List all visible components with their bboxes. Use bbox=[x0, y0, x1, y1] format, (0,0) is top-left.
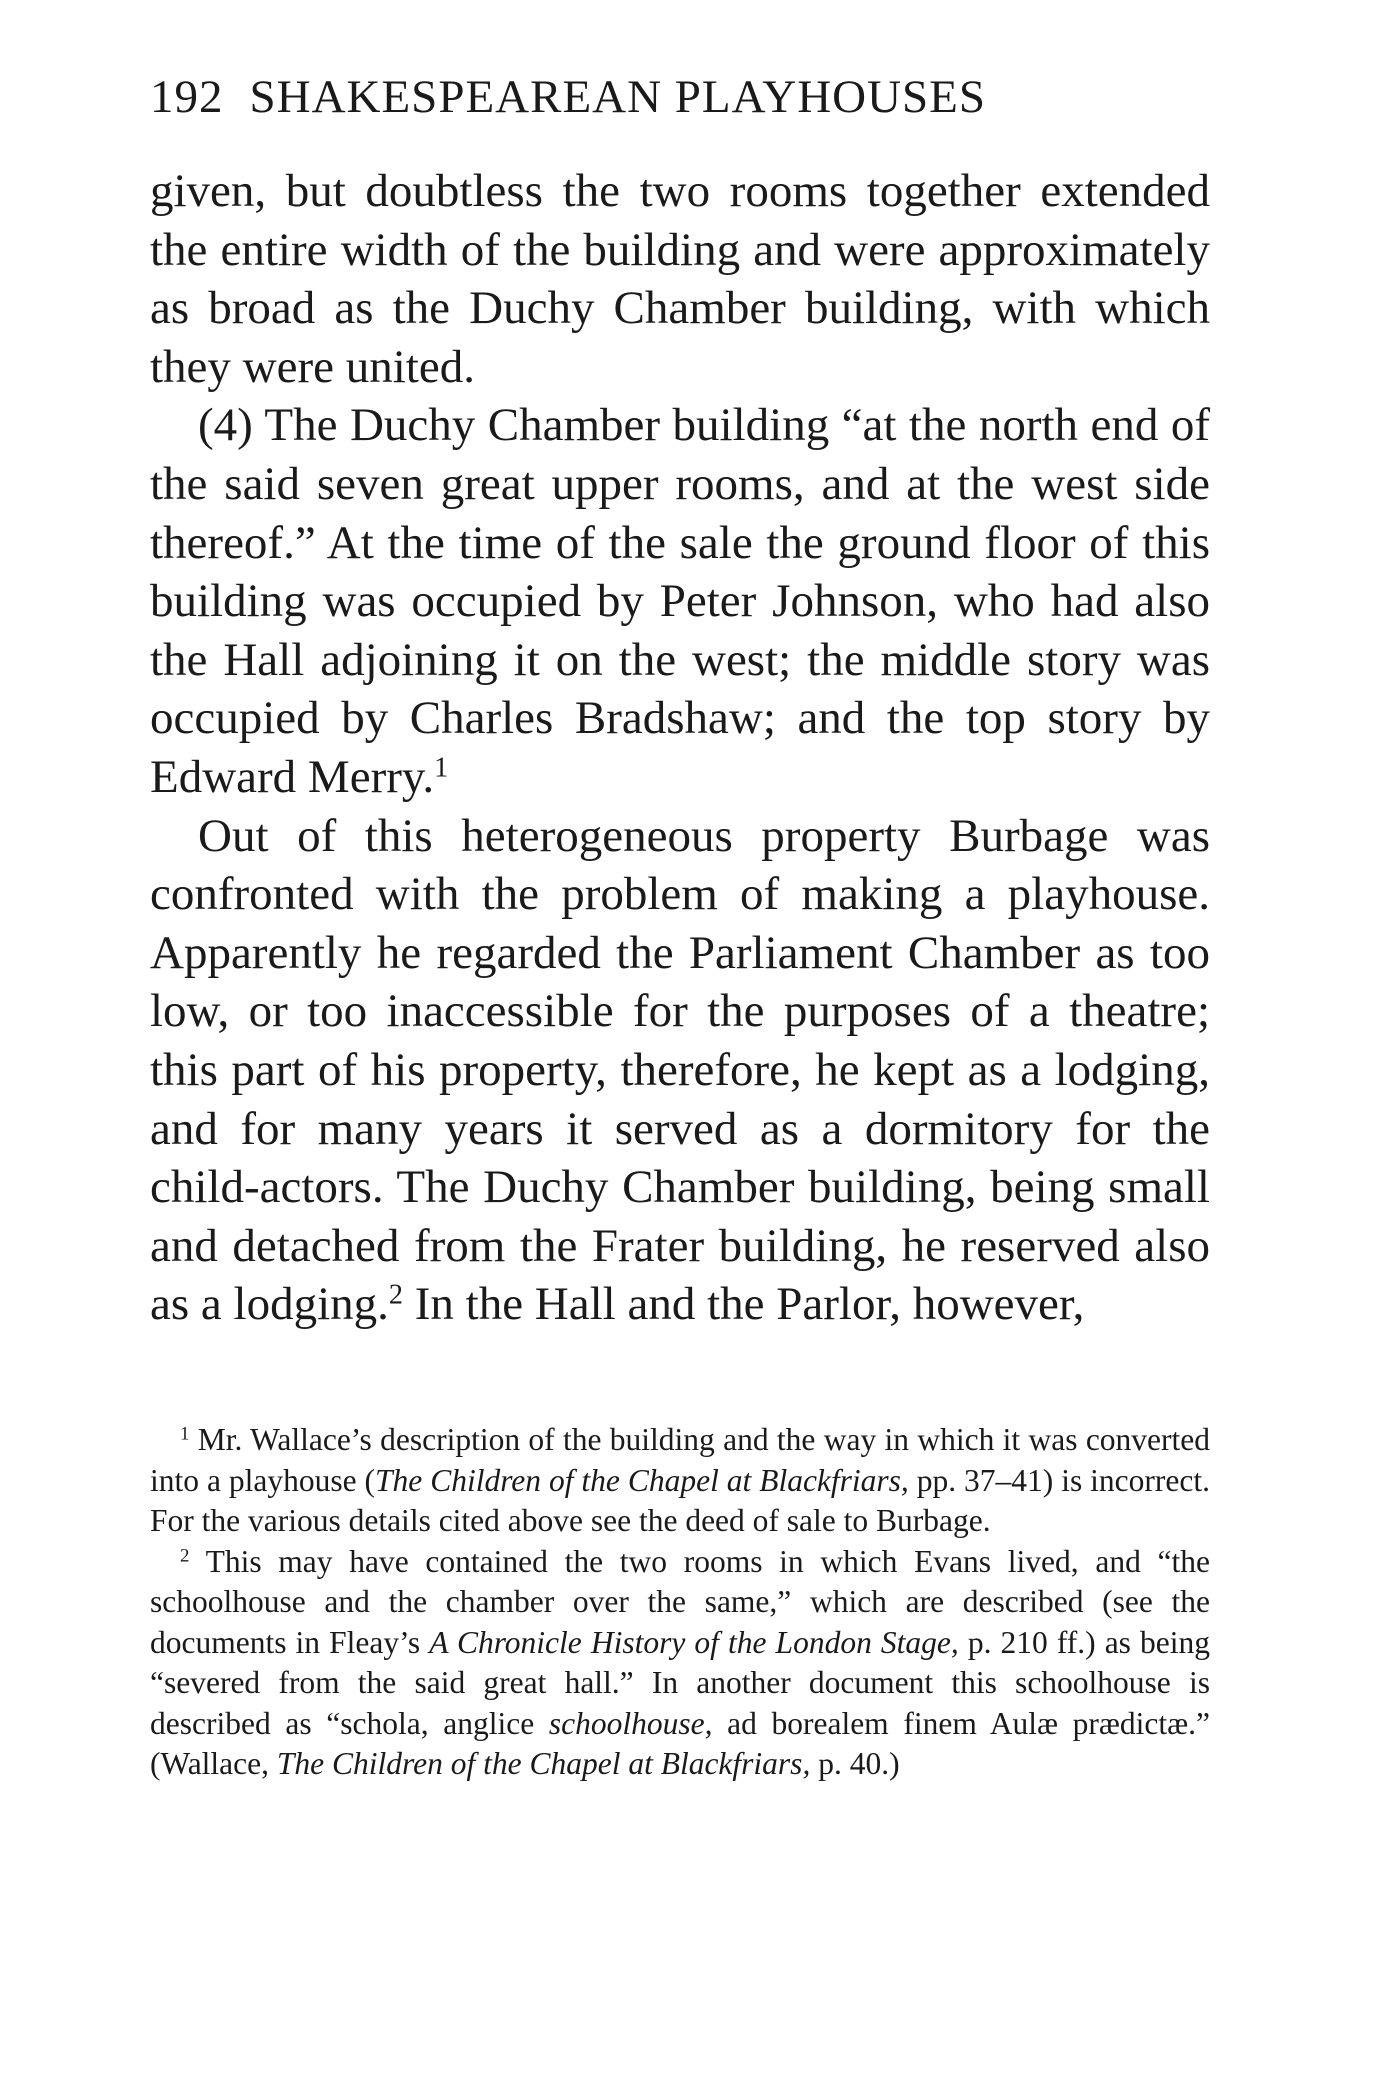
footnote-2-title-1: A Chronicle History of the London Stage, bbox=[429, 1624, 959, 1660]
footnote-1-text-end: pp. 37–41) is incorrect. For the various details cited above see the deed of sale to Burbage. bbox=[150, 1462, 1210, 1538]
footnote-1-text: Mr. Wallace’s description of the building and the way in which it was converted into a playhouse ( bbox=[150, 1422, 1210, 1498]
page-number: 192 bbox=[150, 71, 224, 123]
paragraph-3-text: Out of this heterogeneous property Burbage was confronted with the problem of making a playhouse. Apparently he regarded the Parliament Chamber as too low, or too inaccessible for the purposes of a theatre; this part of his property, therefore, he kept as a lodging, and for many years it served as a dormitory for the child-actors. The Duchy Chamber building, being small and detached from the Frater building, he reserved also as a lodging. bbox=[150, 809, 1210, 1331]
footnotes bbox=[150, 1420, 1210, 1785]
footnote-ref-1[interactable]: 1 bbox=[434, 752, 449, 784]
footnote-1 bbox=[150, 1420, 1210, 1542]
footnote-2-text: This may have contained the two rooms in which Evans lived, and “the schoolhouse and the chamber over the same,” which are described (see the documents in Fleay’s bbox=[150, 1543, 1210, 1660]
footnote-2 bbox=[150, 1542, 1210, 1785]
running-title: SHAKESPEAREAN PLAYHOUSES bbox=[249, 71, 987, 123]
footnote-2-text-3: ad borealem finem Aulæ prædictæ.” (Wallace, bbox=[150, 1705, 1210, 1781]
footnote-2-marker: 2 bbox=[180, 1545, 190, 1567]
paragraph-3-text-end: In the Hall and the Parlor, however, bbox=[402, 1278, 1085, 1331]
running-header bbox=[150, 70, 1210, 124]
main-text bbox=[150, 162, 1210, 1334]
paragraph-2 bbox=[150, 396, 1210, 806]
footnote-1-title: The Children of the Chapel at Blackfriars, bbox=[375, 1462, 909, 1498]
footnote-2-title-2: The Children of the Chapel at Blackfriars, bbox=[276, 1746, 811, 1781]
footnote-ref-2[interactable]: 2 bbox=[388, 1279, 403, 1311]
paragraph-2-text: (4) The Duchy Chamber building “at the north end of the said seven great upper rooms, and at the west side thereof.” At the time of the sale the ground floor of this building was occupied by Peter Johnson, who had also the Hall adjoining it on the west; the middle story was occupied by Charles Bradshaw; and the top story by Edward Merry. bbox=[150, 399, 1210, 803]
footnote-2-text-2: p. 210 ff.) as being “severed from the said great hall.” In another document this schoolhouse is described as “schola, anglice bbox=[150, 1624, 1210, 1741]
footnote-2-text-end: p. 40.) bbox=[810, 1746, 900, 1781]
paragraph-3 bbox=[150, 807, 1210, 1334]
paragraph-1: given, but doubtless the two rooms together extended the entire width of the building and were approximately as broad as the Duchy Chamber building, with which they were united. bbox=[150, 165, 1210, 393]
footnote-2-term: schoolhouse, bbox=[548, 1705, 713, 1741]
footnote-1-marker: 1 bbox=[180, 1423, 190, 1445]
